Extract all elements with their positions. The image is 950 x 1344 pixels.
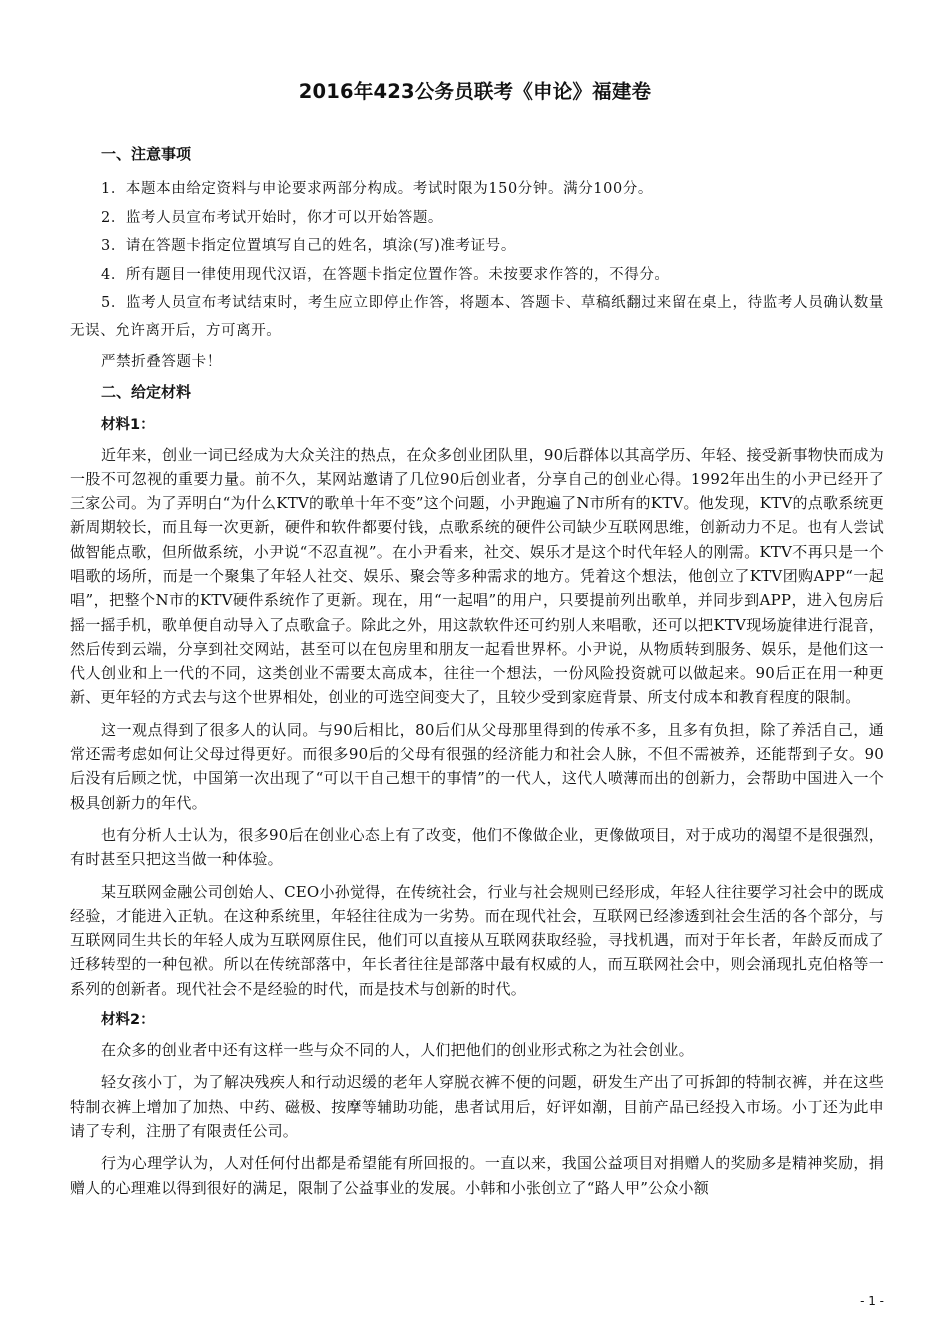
material-1-heading: 材料1： [101, 416, 155, 433]
material-1-paragraph-3: 也有分析人士认为，很多90后在创业心态上有了改变，他们不像做企业，更像做项目，对于成功的渴望不是很强烈，有时甚至只把这当做一种体验。 [70, 825, 884, 869]
material-2-paragraph-3: 行为心理学认为，人对任何付出都是希望能有所回报的。一直以来，我国公益项目对捐赠人的奖励多是精神奖励，捐赠人的心理难以得到很好的满足，限制了公益事业的发展。小韩和小张创立了“路人甲”公众小额 [70, 1154, 884, 1197]
section-heading-materials: 二、给定材料 [101, 382, 192, 401]
material-1-paragraph-4: 某互联网金融公司创始人、CEO小孙觉得，在传统社会，行业与社会规则已经形成，年轻人往往要学习社会中的既成经验，才能进入正轨。在这种系统里，年轻往往成为一劣势。而在现代社会，互联网已经渗透到社会生活的各个部分，与互联网同生共长的年轻人成为互联网原住民，他们可以直接从互联网获取经验，寻找机遇，而对于年长者，年龄反而成了迁移转型的一种包袱。所以在传统部落中，年长者往往是部落中最有权威的人，而互联网社会中，则会涌现扎克伯格等一系列的创新者。现代社会不是经验的时代，而是技术与创新的时代。 [70, 882, 884, 998]
notice-item-3: 3．请在答题卡指定位置填写自己的姓名，填涂(写)准考证号。 [101, 238, 516, 254]
document-body [70, 143, 884, 1208]
notice-item-2: 2．监考人员宣布考试开始时，你才可以开始答题。 [101, 209, 444, 226]
notice-item-4: 4．所有题目一律使用现代汉语，在答题卡指定位置作答。未按要求作答的，不得分。 [101, 266, 670, 283]
material-2-paragraph-2: 轻女孩小丁，为了解决残疾人和行动迟缓的老年人穿脱衣裤不便的问题，研发生产出了可拆卸的特制衣裤，并在这些特制衣裤上增加了加热、中药、磁极、按摩等辅助功能，患者试用后，好评如潮，目前产品已经投入市场。小丁还为此申请了专利，注册了有限责任公司。 [70, 1073, 884, 1140]
notice-item-5: 5．监考人员宣布考试结束时，考生应立即停止作答，将题本、答题卡、草稿纸翻过来留在桌上，待监考人员确认数量无误、允许离开后，方可离开。 [70, 295, 884, 339]
page-title: 2016年423公务员联考《申论》福建卷 [298, 80, 652, 103]
notice-item-1: 1．本题本由给定资料与申论要求两部分构成。考试时限为150分钟。满分100分。 [101, 181, 653, 197]
section-heading-notice: 一、注意事项 [101, 145, 192, 163]
notice-warning: 严禁折叠答题卡！ [101, 354, 222, 370]
material-1-paragraph-1: 近年来，创业一词已经成为大众关注的热点，在众多创业团队里，90后群体以其高学历、年轻、接受新事物快而成为一股不可忽视的重要力量。前不久，某网站邀请了几位90后创业者，分享自己的创业心得。1992年出生的小尹已经开了三家公司。为了弄明白“为什么KTV的歌单十年不变”这个问题，小尹跑遍了N市所有的KTV。他发现，KTV的点歌系统更新周期较长，而且每一次更新，硬件和软件都要付钱，点歌系统的硬件公司缺少互联网思维，创新动力不足。也有人尝试做智能点歌，但所做系统，小尹说“不忍直视”。在小尹看来，社交、娱乐才是这个时代年轻人的刚需。KTV不再只是一个唱歌的场所，而是一个聚集了年轻人社交、娱乐、聚会等多种需求的地方。凭着这个想法，他创立了KTV团购APP“一起唱”，把整个N市的KTV硬件系统作了更新。现在，用“一起唱”的用户，只要提前列出歌单，并同步到APP，进入包房后摇一摇手机，歌单便自动导入了点歌盒子。除此之外，用这款软件还可约别人来唱歌，还可以把KTV现场旋律进行混音，然后传到云端，分享到社交网站，甚至可以在包房里和朋友一起看世界杯。小尹说，从物质转到服务、娱乐，是他们这一代人创业和上一代的不同，这类创业不需要太高成本，往往一个想法，一份风险投资就可以做起来。90后正在用一种更新、更年轻的方式去与这个世界相处，创业的可选空间变大了，且较少受到家庭背景、所支付成本和教育程度的限制。 [70, 445, 884, 707]
material-1-paragraph-2: 这一观点得到了很多人的认同。与90后相比，80后们从父母那里得到的传承不多，且多有负担，除了养活自己，通常还需考虑如何让父母过得更好。而很多90后的父母有很强的经济能力和社会人脉，不但不需被养，还能帮到子女。90后没有后顾之忧，中国第一次出现了“可以干自己想干的事情”的一代人，这代人喷薄而出的创新力，会帮助中国进入一个极具创新力的年代。 [70, 720, 884, 812]
page-number: - 1 - [860, 1294, 884, 1308]
material-2-heading: 材料2： [101, 1012, 155, 1029]
material-2-paragraph-1: 在众多的创业者中还有这样一些与众不同的人，人们把他们的创业形式称之为社会创业。 [101, 1041, 694, 1060]
